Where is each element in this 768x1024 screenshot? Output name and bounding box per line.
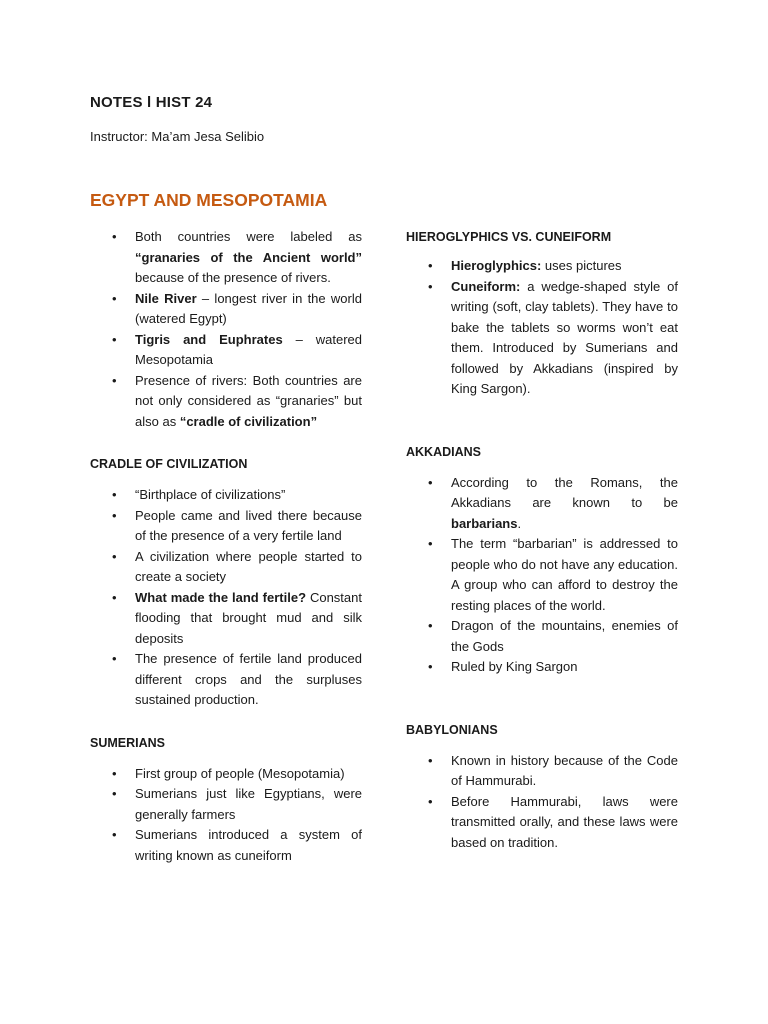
- bullet-item: [90, 825, 362, 866]
- item-text: People came and lived there because of the presence of a very fertile land: [135, 507, 362, 543]
- bullet-item: [406, 751, 678, 792]
- bold-text: barbarians: [451, 515, 518, 531]
- bold-text: Cuneiform:: [451, 278, 521, 294]
- item-text: Both countries were labeled as: [135, 229, 362, 244]
- bullet-item: [406, 792, 678, 854]
- bullet-item: [90, 649, 362, 711]
- bullet-item: [90, 784, 362, 825]
- bullet-item: [406, 256, 678, 277]
- bullet-item: [90, 506, 362, 547]
- item-text: Sumerians introduced a system of writing known as cuneiform: [135, 827, 362, 863]
- bold-text: “cradle of civilization”: [179, 413, 318, 429]
- bold-text: What made the land fertile?: [135, 589, 307, 605]
- bullet-item: [406, 534, 678, 616]
- akkadians-heading: AKKADIANS: [406, 444, 481, 459]
- bullet-item: [406, 473, 678, 535]
- babylonians-list: [406, 751, 678, 854]
- item-text: According to the Romans, the Akkadians are known to be: [451, 474, 678, 510]
- right-column: [406, 227, 678, 853]
- item-text: Ruled by King Sargon: [451, 659, 578, 674]
- item-text: The presence of fertile land produced different crops and the surpluses sustained production.: [135, 651, 362, 707]
- bold-text: Hieroglyphics:: [451, 258, 542, 273]
- bullet-item: [90, 227, 362, 289]
- bullet-item: [406, 616, 678, 657]
- item-text: Known in history because of the Code of Hammurabi.: [451, 752, 678, 788]
- hieroglyphics-heading: HIEROGLYPHICS VS. CUNEIFORM: [406, 230, 612, 244]
- item-text: Dragon of the mountains, enemies of the Gods: [451, 618, 678, 654]
- item-text: Presence of rivers: Both countries are not only considered as “granaries” but also as: [135, 372, 362, 429]
- item-text: Constant flooding that brought mud and silk deposits: [135, 589, 362, 646]
- item-text: First group of people (Mesopotamia): [135, 765, 345, 781]
- item-text: uses pictures: [541, 258, 622, 273]
- item-text: “Birthplace of civilizations”: [135, 487, 286, 502]
- bullet-item: [406, 277, 678, 400]
- babylonians-heading: BABYLONIANS: [406, 722, 498, 737]
- document-title: NOTES l HIST 24: [90, 94, 213, 111]
- bullet-item: [90, 485, 362, 506]
- bold-text: Nile River: [135, 290, 197, 306]
- bold-text: “granaries of the Ancient world”: [135, 249, 362, 265]
- item-text: A civilization where people started to create a society: [135, 548, 362, 584]
- instructor-line: Instructor: Ma’am Jesa Selibio: [90, 129, 265, 144]
- bullet-item: [90, 371, 362, 433]
- cradle-list: [90, 485, 362, 711]
- cradle-heading: CRADLE OF CIVILIZATION: [90, 457, 248, 471]
- sumerians-list: [90, 764, 362, 867]
- item-text: The term “barbarian” is addressed to people who do not have any education. A group who can afford to destroy the resting places of the world.: [451, 536, 678, 613]
- bullet-item: [90, 764, 362, 785]
- bullet-item: [406, 657, 678, 678]
- item-text: a wedge-shaped style of writing (soft, clay tablets). They have to bake the tablets so worms won’t eat them. Introduced by Sumerians and followed by Akkadians (inspired by King Sargon).: [451, 278, 678, 396]
- item-text: Sumerians just like Egyptians, were generally farmers: [135, 786, 362, 822]
- hieroglyphics-list: [406, 256, 678, 400]
- akkadians-list: [406, 473, 678, 678]
- item-text: .: [517, 515, 522, 531]
- left-column: [90, 227, 362, 866]
- item-text: – watered Mesopotamia: [135, 331, 362, 367]
- main-heading: EGYPT AND MESOPOTAMIA: [90, 190, 328, 210]
- item-text: – longest river in the world (watered Egypt): [135, 290, 362, 326]
- intro-list: [90, 227, 362, 432]
- item-text: because of the presence of rivers.: [135, 270, 331, 285]
- sumerians-heading: SUMERIANS: [90, 735, 166, 750]
- bullet-item: [90, 330, 362, 371]
- bullet-item: [90, 289, 362, 330]
- bullet-item: [90, 547, 362, 588]
- bold-text: Tigris and Euphrates: [135, 331, 283, 347]
- item-text: Before Hammurabi, laws were transmitted orally, and these laws were based on tradition.: [451, 793, 678, 850]
- bullet-item: [90, 588, 362, 650]
